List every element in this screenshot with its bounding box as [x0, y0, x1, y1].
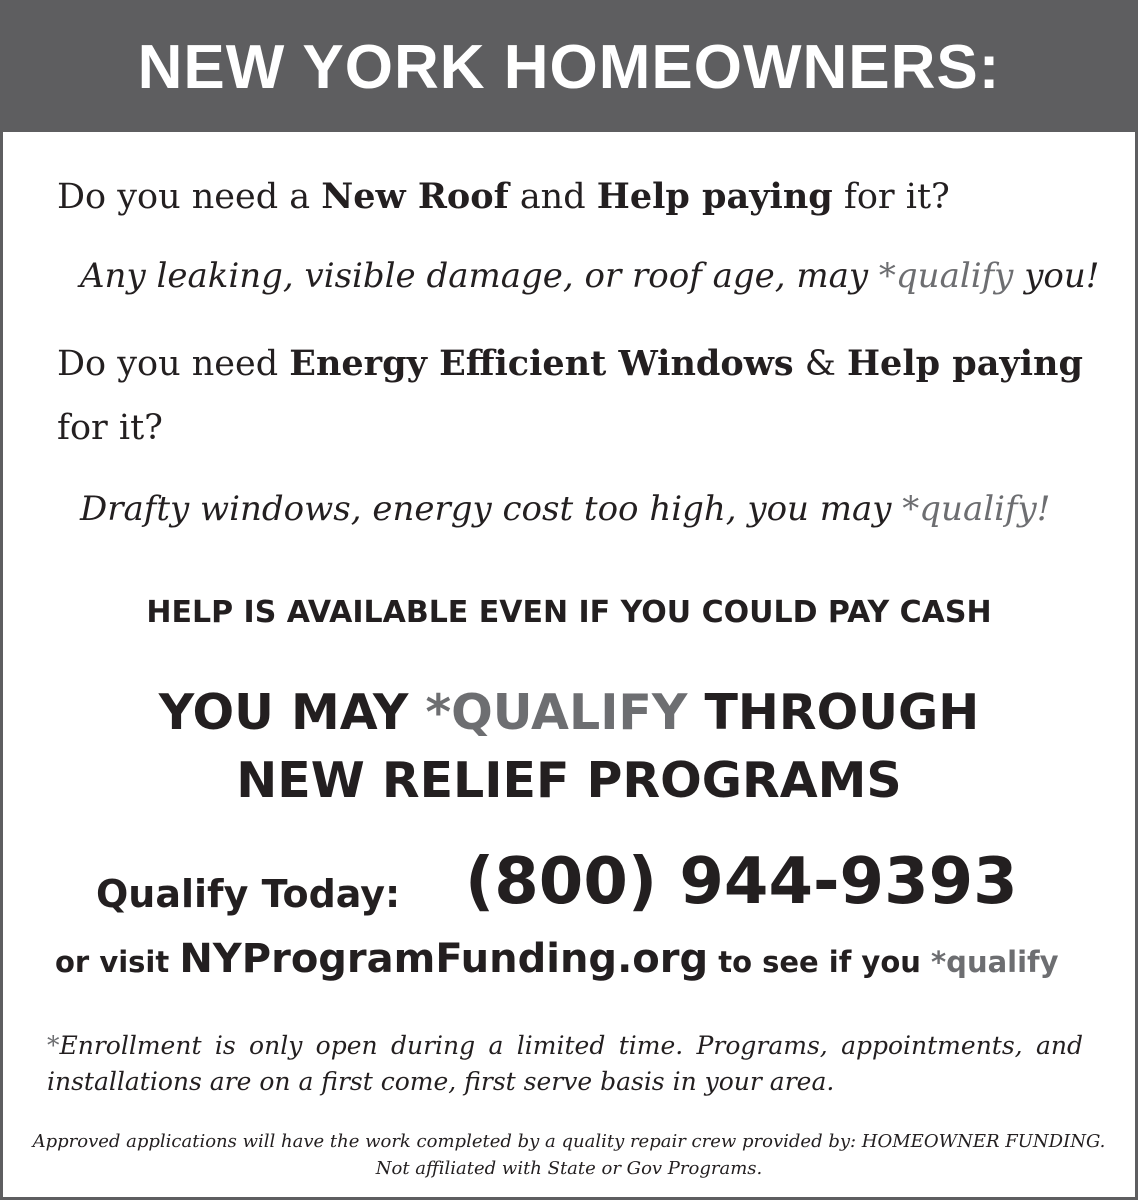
visit-qualify: *qualify [931, 945, 1059, 979]
windows-question-part: & [793, 344, 847, 384]
phone-number[interactable]: (800) 944-9393 [465, 845, 1018, 919]
roof-question-emph-new-roof: New Roof [321, 176, 509, 217]
windows-subline [80, 489, 1050, 529]
windows-question-emph-help: Help paying [846, 343, 1083, 384]
windows-question-emph-windows: Energy Efficient Windows [289, 343, 794, 384]
website-link[interactable]: NYProgramFunding.org [179, 936, 709, 982]
qualify-today-label: Qualify Today: [96, 872, 401, 916]
windows-question [57, 343, 1083, 384]
disclaimer-text: Enrollment is only open during a limited time. Programs, appointments, and installations are on a first come, first serve basis in your area. [47, 1031, 1083, 1096]
roof-subline-part: Any leaking, visible damage, or roof age, may [80, 256, 879, 296]
headline-qualify: *QUALIFY [425, 684, 688, 741]
headline-line2: NEW RELIEF PROGRAMS [236, 752, 902, 809]
roof-question-emph-help: Help paying [596, 176, 833, 217]
header-banner [3, 3, 1135, 132]
roof-subline [80, 256, 1099, 296]
headline-part: THROUGH [687, 684, 980, 741]
roof-question [57, 176, 950, 217]
visit-line [55, 933, 1059, 993]
windows-question-line2: for it? [57, 408, 163, 448]
windows-subline-part: Drafty windows, energy cost too high, you may [80, 489, 903, 529]
footer-notice [3, 1128, 1135, 1182]
header-title: NEW YORK HOMEOWNERS: [137, 33, 1001, 102]
headline-line1 [3, 684, 1135, 741]
roof-question-part: Do you need a [57, 177, 322, 217]
roof-question-part: for it? [832, 177, 950, 217]
help-available-line: HELP IS AVAILABLE EVEN IF YOU COULD PAY CASH [146, 595, 992, 630]
visit-prefix: or visit [55, 945, 180, 979]
visit-suffix: to see if you [708, 945, 932, 979]
footer-line-1: Approved applications will have the work completed by a quality repair crew provided by: HOMEOWNER FUNDING. [32, 1131, 1106, 1152]
footer-line-2: Not affiliated with State or Gov Programs. [375, 1158, 763, 1179]
windows-subline-qualify: *qualify! [902, 489, 1051, 529]
disclaimer-asterisk: * [47, 1031, 60, 1060]
roof-subline-qualify: *qualify [878, 256, 1014, 296]
windows-question-part: Do you need [57, 344, 290, 384]
roof-subline-part: you! [1013, 256, 1100, 296]
enrollment-disclaimer [47, 1028, 1083, 1100]
roof-question-part: and [508, 177, 597, 217]
headline-part: YOU MAY [158, 684, 426, 741]
